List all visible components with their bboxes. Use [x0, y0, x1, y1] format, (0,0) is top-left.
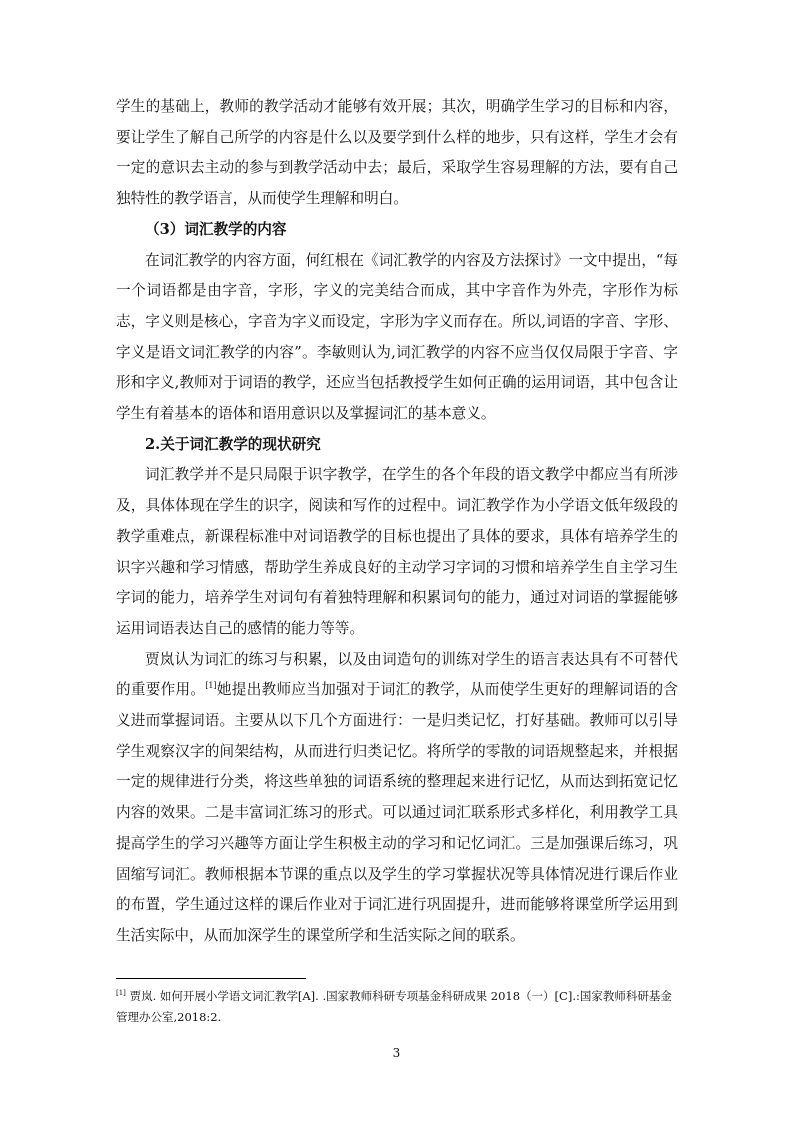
footnote-text: 贾岚. 如何开展小学语文词汇教学[A]. .国家教师科研专项基金科研成果 2018（一）[C].:国家教师科研基金管理办公室,2018:2. [116, 989, 672, 1024]
paragraph-4-after-ref: 她提出教师应当加强对于词汇的教学，从而使学生更好的理解词语的含义进而掌握词语。主要从以下几个方面进行：一是归类记忆，打好基础。教师可以引导学生观察汉字的间架结构，从而进行归类记忆。将所学的零散的词语规整起来，并根据一定的规律进行分类，将这些单独的词语系统的整理起来进行记忆，从而达到拓宽记忆内容的效果。二是丰富词汇练习的形式。可以通过词汇联系形式多样化，利用教学工具提高学生的学习兴趣等方面让学生积极主动的学习和记忆词汇。三是加强课后练习，巩固缩写词汇。教师根据本节课的重点以及学生的学习掌握状况等具体情况进行课后作业的布置，学生通过这样的课后作业对于词汇进行巩固提升，进而能够将课堂所学运用到生活实际中，从而加深学生的课堂所学和生活实际之间的联系。 [116, 681, 678, 944]
footnote-divider [116, 978, 306, 979]
page-number: 3 [392, 1046, 401, 1060]
footnote [116, 986, 678, 1028]
footnote-reference-marker[interactable]: [1] [205, 681, 217, 691]
section-heading-current-research: 2.关于词汇教学的现状研究 [145, 435, 321, 453]
section-heading-vocabulary-content: （3）词汇教学的内容 [145, 220, 287, 238]
paragraph-4 [116, 645, 678, 952]
document-body [116, 92, 678, 952]
paragraph-4-before-ref: 贾岚认为词汇的练习与积累，以及由词造句的训练对学生的语言表达具有不可替代的重要作用。 [116, 650, 678, 699]
paragraph-2: 在词汇教学的内容方面，何红根在《词汇教学的内容及方法探讨》一文中提出，“每一个词语都是由字音，字形，字义的完美结合而成，其中字音作为外壳，字形作为标志，字义则是核心，字音为字义而设定，字形为字义而存在。所以,词语的字音、字形、字义是语文词汇教学的内容”。李敏则认为,词汇教学的内容不应当仅仅局限于字音、字形和字义,教师对于词语的教学，还应当包括教授学生如何正确的运用词语，其中包含让学生有着基本的语体和语用意识以及掌握词汇的基本意义。 [116, 251, 678, 423]
footnote-marker: [1] [116, 989, 126, 998]
paragraph-3: 词汇教学并不是只局限于识字教学，在学生的各个年段的语文教学中都应当有所涉及，具体体现在学生的识字，阅读和写作的过程中。词汇教学作为小学语文低年级段的教学重难点，新课程标准中对词语教学的目标也提出了具体的要求，具体有培养学生的识字兴趣和学习情感，帮助学生养成良好的主动学习字词的习惯和培养学生自主学习生字词的能力，培养学生对词句有着独特理解和积累词句的能力，通过对词语的掌握能够运用词语表达自己的感情的能力等等。 [116, 466, 678, 637]
paragraph-1: 学生的基础上，教师的教学活动才能够有效开展；其次，明确学生学习的目标和内容，要让学生了解自己所学的内容是什么以及要学到什么样的地步，只有这样，学生才会有一定的意识去主动的参与到教学活动中去；最后，采取学生容易理解的方法，要有自己独特性的教学语言，从而使学生理解和明白。 [116, 98, 678, 208]
